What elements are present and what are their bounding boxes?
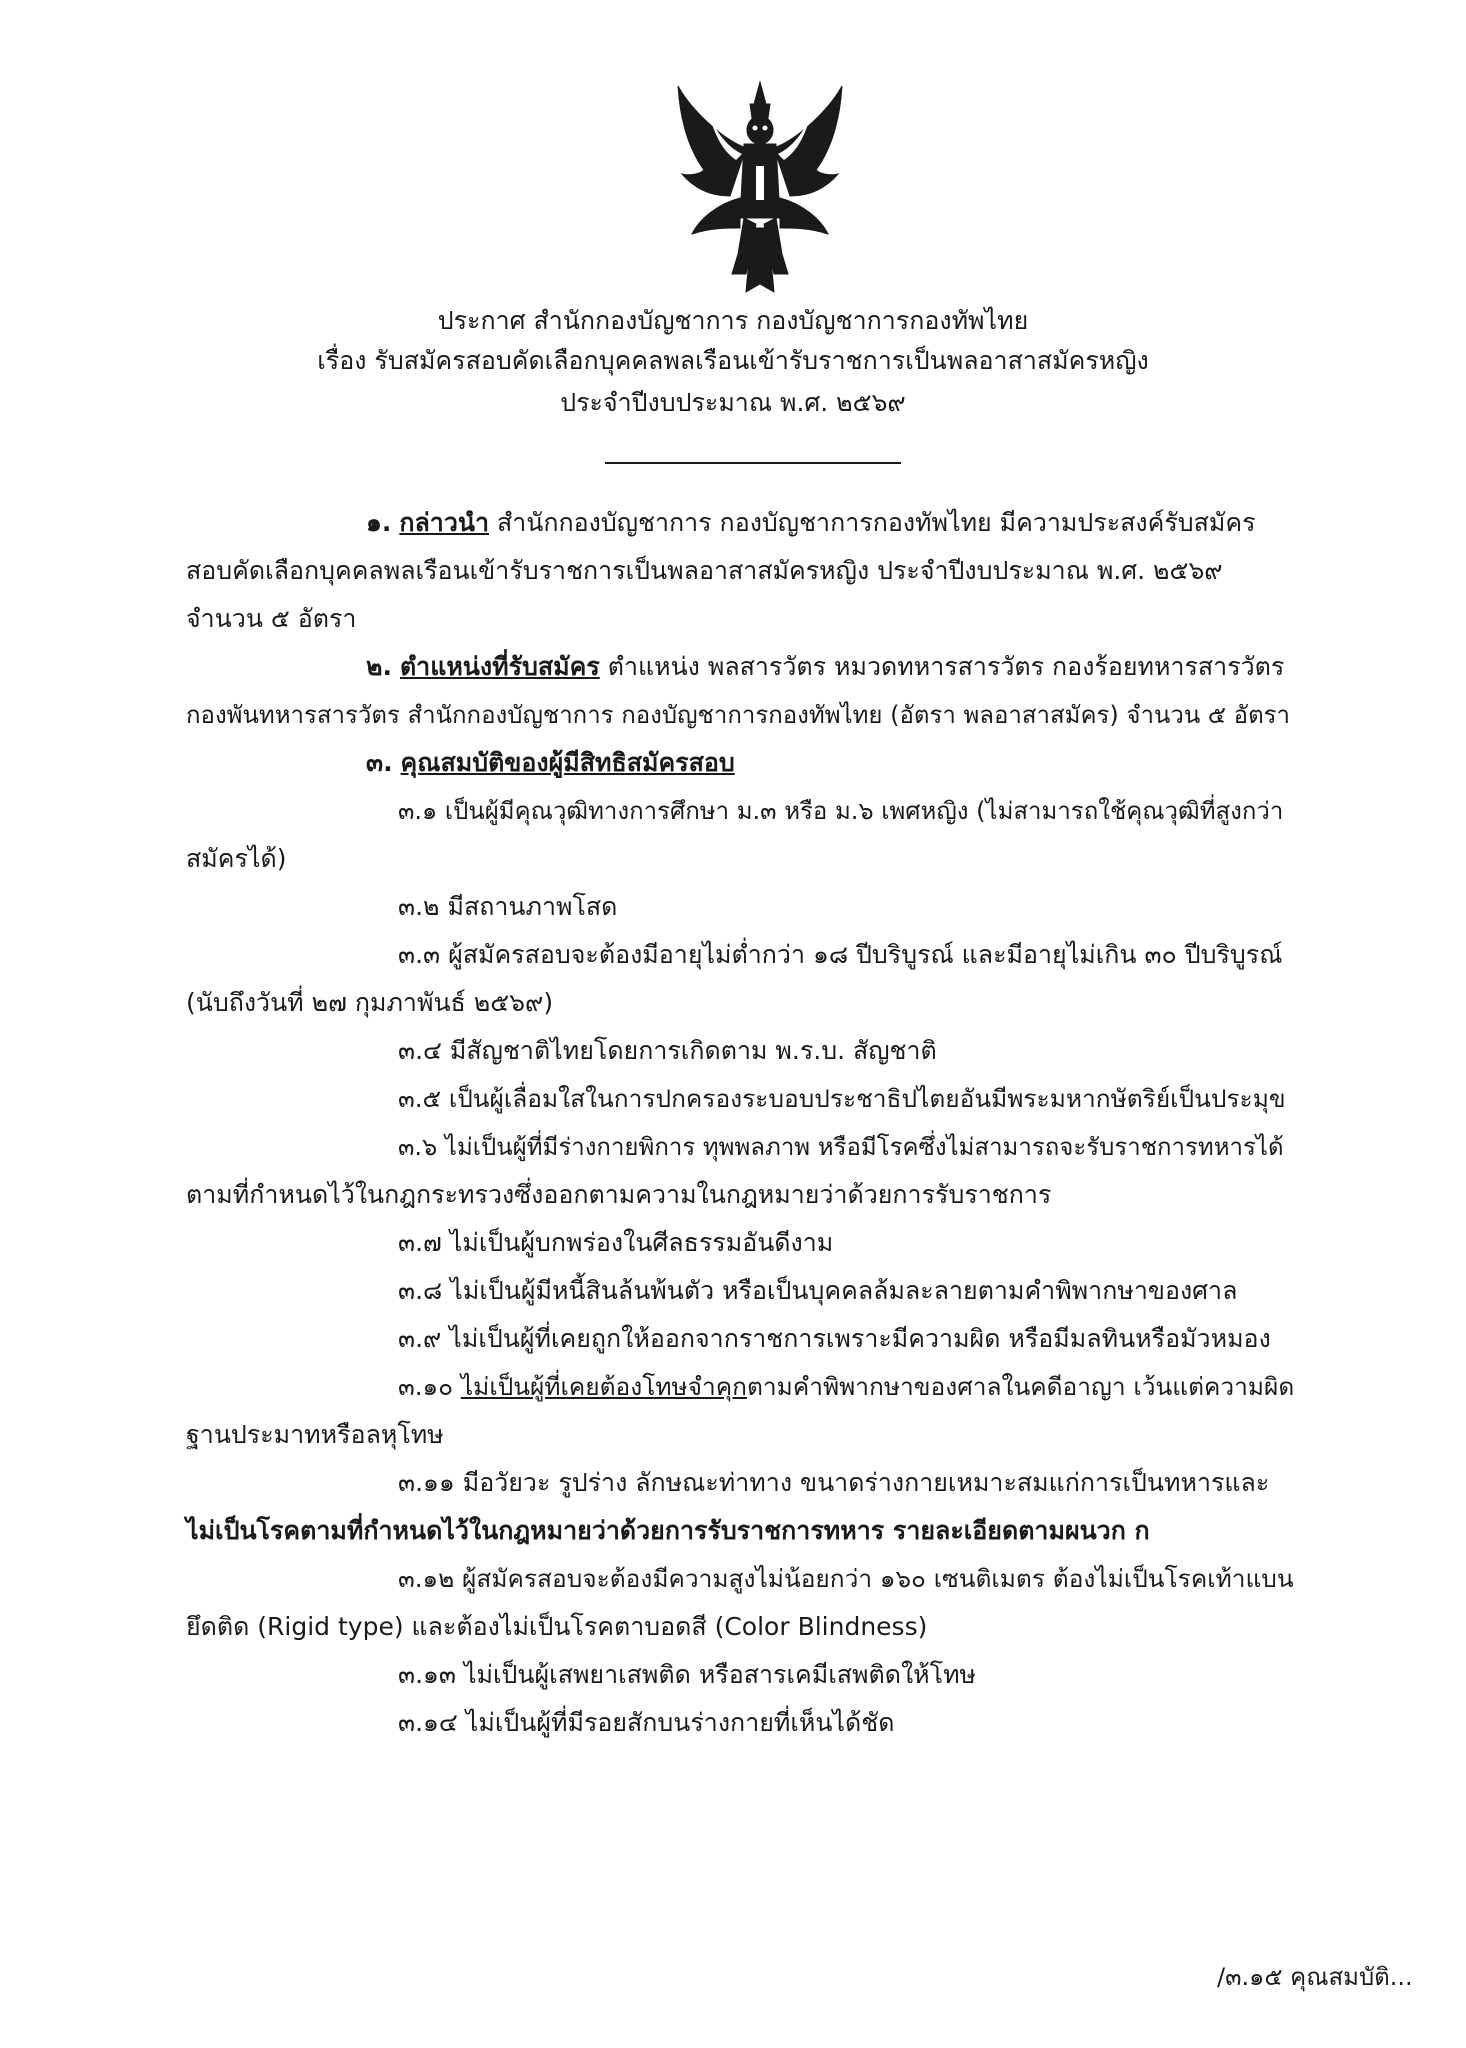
announcement-fiscal-year: ประจำปีงบประมาณ พ.ศ. ๒๕๖๙: [560, 388, 906, 417]
item-3-3-line-1: ๓.๓ ผู้สมัครสอบจะต้องมีอายุไม่ต่ำกว่า ๑๘ ปีบริบูรณ์ และมีอายุไม่เกิน ๓๐ ปีบริบูรณ์: [398, 940, 1283, 969]
item-3-2: ๓.๒ มีสถานภาพโสด: [398, 892, 618, 921]
section-1-title: กล่าวนำ: [399, 508, 489, 537]
section-2-number: ๒.: [366, 652, 392, 681]
item-3-9: ๓.๙ ไม่เป็นผู้ที่เคยถูกให้ออกจากราชการเพราะมีความผิด หรือมีมลทินหรือมัวหมอง: [398, 1324, 1271, 1353]
section-2-title: ตำแหน่งที่รับสมัคร: [399, 652, 600, 681]
item-3-3-line-2: (นับถึงวันที่ ๒๗ กุมภาพันธ์ ๒๕๖๙): [186, 988, 554, 1017]
item-3-10-number: ๓.๑๐: [398, 1372, 461, 1401]
section-1-line-3: จำนวน ๕ อัตรา: [186, 604, 357, 633]
item-3-7: ๓.๗ ไม่เป็นผู้บกพร่องในศีลธรรมอันดีงาม: [398, 1228, 834, 1257]
section-1-text: สำนักกองบัญชาการ กองบัญชาการกองทัพไทย มีความประสงค์รับสมัคร: [489, 508, 1256, 537]
item-3-8: ๓.๘ ไม่เป็นผู้มีหนี้สินล้นพ้นตัว หรือเป็นบุคคลล้มละลายตามคำพิพากษาของศาล: [398, 1276, 1238, 1305]
item-3-12-line-1: ๓.๑๒ ผู้สมัครสอบจะต้องมีความสูงไม่น้อยกว่า ๑๖๐ เซนติเมตร ต้องไม่เป็นโรคเท้าแบน: [398, 1564, 1294, 1593]
item-3-1-line-1: ๓.๑ เป็นผู้มีคุณวุฒิทางการศึกษา ม.๓ หรือ ม.๖ เพศหญิง (ไม่สามารถใช้คุณวุฒิที่สูงกว่า: [398, 797, 1284, 825]
section-3-number: ๓.: [366, 748, 393, 777]
section-1-line-2: สอบคัดเลือกบุคคลพลเรือนเข้ารับราชการเป็นพลอาสาสมัครหญิง ประจำปีงบประมาณ พ.ศ. ๒๕๖๙: [186, 556, 1223, 585]
item-3-10-underlined: ไม่เป็นผู้ที่เคยต้องโทษจำคุก: [460, 1372, 747, 1401]
item-3-10-line-1: [398, 1372, 1294, 1402]
announcement-subject: เรื่อง รับสมัครสอบคัดเลือกบุคคลพลเรือนเข้ารับราชการเป็นพลอาสาสมัครหญิง: [317, 346, 1149, 375]
item-3-11-line-1: ๓.๑๑ มีอวัยวะ รูปร่าง ลักษณะท่าทาง ขนาดร่างกายเหมาะสมแก่การเป็นทหารและ: [398, 1468, 1270, 1497]
section-3-heading: [366, 748, 735, 778]
item-3-4: ๓.๔ มีสัญชาติไทยโดยการเกิดตาม พ.ร.บ. สัญชาติ: [398, 1036, 937, 1065]
item-3-10-text: ตามคำพิพากษาของศาลในคดีอาญา เว้นแต่ความผิด: [747, 1372, 1295, 1401]
item-3-14: ๓.๑๔ ไม่เป็นผู้ที่มีรอยสักบนร่างกายที่เห็นได้ชัด: [398, 1708, 895, 1737]
item-3-6-line-1: ๓.๖ ไม่เป็นผู้ที่มีร่างกายพิการ ทุพพลภาพ หรือมีโรคซึ่งไม่สามารถจะรับราชการทหารได้: [398, 1133, 1284, 1161]
item-3-12-line-2: ยึดติด (Rigid type) และต้องไม่เป็นโรคตาบอดสี (Color Blindness): [186, 1612, 928, 1641]
item-3-10-line-2: ฐานประมาทหรือลหุโทษ: [186, 1420, 444, 1449]
page-continuation: /๓.๑๕ คุณสมบัติ...: [1217, 1963, 1413, 1991]
section-3-title: คุณสมบัติของผู้มีสิทธิสมัครสอบ: [400, 748, 735, 777]
section-1-line-1: [366, 508, 1256, 538]
announcement-title: ประกาศ สำนักกองบัญชาการ กองบัญชาการกองทัพไทย: [437, 306, 1029, 335]
item-3-6-line-2: ตามที่กำหนดไว้ในกฎกระทรวงซึ่งออกตามความในกฎหมายว่าด้วยการรับราชการ: [186, 1180, 1052, 1209]
section-2-text: ตำแหน่ง พลสารวัตร หมวดทหารสารวัตร กองร้อยทหารสารวัตร: [599, 652, 1285, 681]
title-divider: [605, 462, 901, 464]
item-3-13: ๓.๑๓ ไม่เป็นผู้เสพยาเสพติด หรือสารเคมีเสพติดให้โทษ: [398, 1660, 977, 1689]
section-2-line-1: [366, 652, 1284, 682]
section-2-line-2: กองพันทหารสารวัตร สำนักกองบัญชาการ กองบัญชาการกองทัพไทย (อัตรา พลอาสาสมัคร) จำนวน ๕ อัตรา: [186, 701, 1291, 729]
item-3-5: ๓.๕ เป็นผู้เลื่อมใสในการปกครองระบอบประชาธิปไตยอันมีพระมหากษัตริย์เป็นประมุข: [398, 1084, 1286, 1113]
item-3-11-line-2: ไม่เป็นโรคตามที่กำหนดไว้ในกฎหมายว่าด้วยการรับราชการทหาร รายละเอียดตามผนวก ก: [186, 1516, 1150, 1545]
item-3-1-line-2: สมัครได้): [186, 844, 287, 873]
garuda-emblem-icon: [660, 78, 860, 300]
section-1-number: ๑.: [366, 508, 392, 537]
